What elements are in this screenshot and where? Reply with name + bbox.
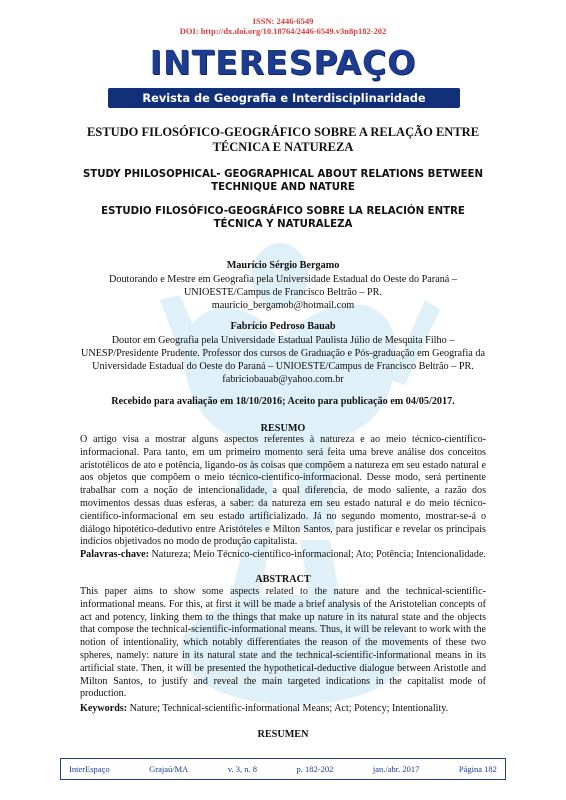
author-name: Fabrício Pedroso Bauab bbox=[230, 321, 336, 332]
author-block bbox=[80, 320, 486, 386]
keywords-text: Nature; Technical-scientific-informational Means; Act; Potency; Intentionality. bbox=[129, 703, 449, 714]
footer-page-number: Página 182 bbox=[458, 764, 497, 774]
title-portuguese: ESTUDO FILOSÓFICO-GEOGRÁFICO SOBRE A RELAÇÃO ENTRE TÉCNICA E NATUREZA bbox=[86, 125, 480, 154]
journal-identifiers bbox=[0, 16, 566, 36]
author-email[interactable]: mauricio_bergamob@hotmail.com bbox=[211, 300, 355, 311]
journal-logo bbox=[80, 40, 486, 86]
footer-date: jan./abr. 2017 bbox=[372, 764, 420, 774]
keywords-text: Natureza; Meio Técnico-científico-informacional; Ato; Potência; Intencionalidade. bbox=[151, 549, 486, 560]
footer-pages: p. 182-202 bbox=[296, 764, 334, 774]
author-affiliation: Doutorando e Mestre em Geografia pela Universidade Estadual do Oeste do Paraná – UNIOESTE/Campus de Francisco Beltrão – PR. bbox=[109, 274, 457, 298]
author-block bbox=[80, 259, 486, 312]
author-name: Maurício Sérgio Bergamo bbox=[226, 260, 340, 271]
title-spanish: ESTUDIO FILOSÓFICO-GEOGRÁFICO SOBRE LA RELACIÓN ENTRE TÉCNICA Y NATURALEZA bbox=[101, 206, 465, 230]
doi-link[interactable]: DOI: http://dx.doi.org/10.18764/2446-6549.v3n8p182-202 bbox=[179, 26, 387, 36]
author-affiliation: Doutor em Geografia pela Universidade Estadual Paulista Júlio de Mesquita Filho – UNESP/Presidente Prudente. Professor dos cursos de Graduação e Pós-graduação em Geografia da Universidade Estadual do Oeste do Paraná – UNIOESTE/Campus de Francisco Beltrão – PR. bbox=[81, 335, 485, 372]
abstract-keywords bbox=[80, 703, 486, 716]
abstract-text: This paper aims to show some aspects related to the nature and the technical-scientific-informational means. For this, at first it will be made a brief analysis of the Aristotelian concepts of act and potency, linking them to the things that make up nature in its natural state and the objects that compose the technical-scientific-informational means. Thus, it will be relevant to work with the notion of intentionality, which notably differentiates the reason of the movements of these two spheres, namely: nature in its natural state and the technical-scientific-informational means in its artificial state. Then, it will be presented the hypothetical-deductive dialogue between Aristotle and Milton Santos, to justify and reveal the main targeted indications in the capitalist mode of production. bbox=[80, 586, 486, 700]
keywords-label: Keywords: bbox=[80, 703, 128, 714]
author-email[interactable]: fabriciobauab@yahoo.com.br bbox=[222, 374, 344, 385]
abstract-heading: ABSTRACT bbox=[255, 574, 311, 585]
page-footer bbox=[60, 758, 506, 780]
title-english: STUDY PHILOSOPHICAL- GEOGRAPHICAL ABOUT RELATIONS BETWEEN TECHNIQUE AND NATURE bbox=[82, 169, 484, 193]
footer-place: Grajaú/MA bbox=[149, 764, 189, 774]
footer-volume: v. 3, n. 8 bbox=[227, 764, 258, 774]
journal-banner: Revista de Geografia e Interdisciplinaridade bbox=[108, 88, 460, 108]
issn-text: ISSN: 2446-6549 bbox=[252, 16, 314, 26]
submission-dates: Recebido para avaliação em 18/10/2016; Aceito para publicação em 04/05/2017. bbox=[111, 396, 455, 407]
keywords-label: Palavras-chave: bbox=[80, 549, 149, 560]
resumo-text: O artigo visa a mostrar alguns aspectos referentes à natureza e ao meio técnico-científico-informacional. Para tanto, em um primeiro momento será feita uma breve análise dos conceitos aristotélicos de ato e potência, ligando-os às coisas que compõem a natureza em seu estado natural e aos objetos que compõem o meio técnico-científico-informacional. Desse modo, será pertinente trabalhar com a noção de intencionalidade, a qual diferencia, de modo saliente, a razão dos movimentos dessas duas esferas, a saber: da natureza em seu estado natural e do meio técnico-científico-informacional em seu estado artificializado. Já no segundo momento, mostrar-se-á o diálogo hipotético-dedutivo entre Aristóteles e Milton Santos, para justificar e revelar os principais indícios objetivados no modo de produção capitalista. bbox=[80, 434, 486, 548]
resumo-keywords bbox=[80, 549, 486, 562]
footer-journal: InterEspaço bbox=[69, 764, 110, 774]
resumo-heading: RESUMO bbox=[260, 423, 306, 434]
resumen-heading: RESUMEN bbox=[257, 729, 309, 740]
logo-wordmark: INTERESPAÇO bbox=[149, 43, 417, 82]
